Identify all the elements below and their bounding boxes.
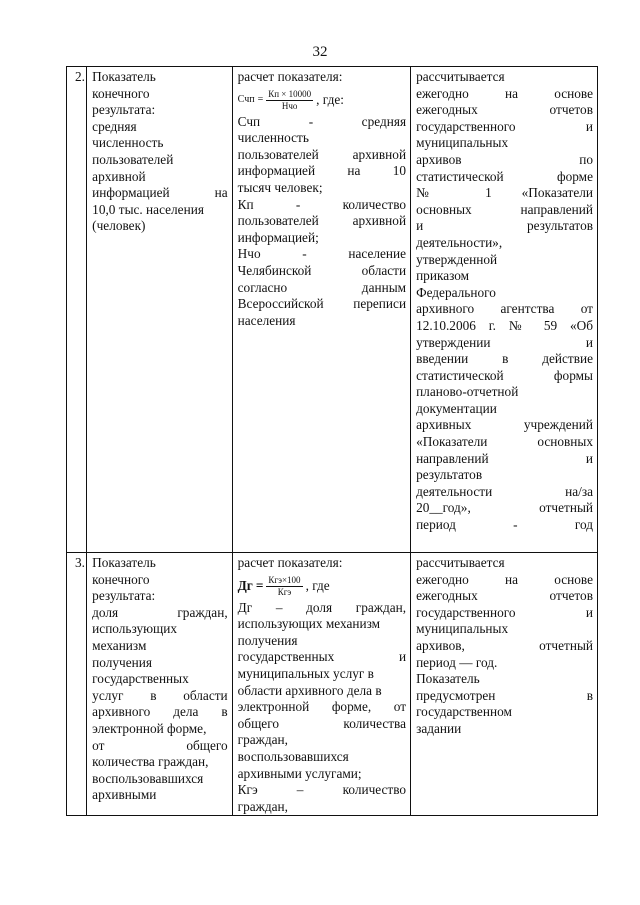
table-row — [67, 67, 598, 553]
method-line: период — год. — [416, 654, 498, 670]
definition-line: электронной форме, от — [237, 699, 407, 715]
method-line: государственного и — [416, 604, 593, 620]
method-line: архивов, отчетный — [416, 637, 593, 653]
method-line: период - год — [416, 517, 593, 533]
method-line: деятельности», — [416, 234, 503, 250]
method-line: рассчитывается — [416, 555, 505, 570]
indicator-line: получения — [92, 654, 152, 670]
definition-line: пользователей архивной — [237, 213, 407, 229]
indicator-line: услуг в области — [92, 687, 228, 703]
definition-line: Челябинской области — [237, 262, 407, 278]
method-cell — [411, 67, 598, 553]
definition-line: пользователей архивной — [237, 146, 407, 162]
table-row — [67, 553, 598, 816]
method-line: 12.10.2006 г. № 59 «Об — [416, 317, 593, 333]
definition-line: муниципальных услуг в — [237, 665, 374, 681]
formula-fraction — [266, 575, 302, 598]
definition-line: граждан, — [237, 732, 288, 748]
method-line: утверждении и — [416, 334, 593, 350]
formula-equals: = — [257, 93, 264, 105]
method-line: направлений и — [416, 450, 593, 466]
method-line: «Показатели основных — [416, 434, 593, 450]
method-line: планово-отчетной — [416, 384, 519, 400]
method-line: основных направлений — [416, 201, 593, 217]
indicator-line: численность — [92, 135, 164, 151]
method-line: документации — [416, 400, 497, 416]
definition-line: получения — [237, 632, 298, 648]
row-number: 2. — [67, 67, 87, 553]
method-line: государственного и — [416, 118, 593, 134]
method-line: деятельности на/за — [416, 483, 593, 499]
formula-numerator: Кп × 10000 — [268, 88, 312, 99]
method-line: государственном — [416, 704, 512, 720]
row-number: 3. — [67, 553, 87, 816]
definition-line: численность — [237, 130, 309, 146]
indicator-line: пользователей — [92, 151, 174, 167]
method-line: ежегодных отчетов — [416, 102, 593, 118]
indicator-line: Показатель — [92, 555, 156, 570]
method-line: архивов по — [416, 151, 593, 167]
method-line: ежегодно на основе — [416, 571, 593, 587]
definition-line: информацией; — [237, 229, 319, 245]
indicator-line: конечного — [92, 85, 150, 101]
method-line: и результатов — [416, 218, 593, 234]
indicator-line: механизм — [92, 637, 147, 653]
definition-line: согласно данным — [237, 279, 407, 295]
indicator-line: (человек) — [92, 218, 146, 234]
method-line: Федерального — [416, 284, 496, 300]
formula — [238, 89, 344, 112]
method-line: Показатель — [416, 671, 480, 687]
definition-line: Дг – доля граждан, — [237, 599, 407, 615]
method-cell — [411, 553, 598, 816]
calc-title: расчет показателя: — [237, 69, 343, 84]
indicator-line: использующих — [92, 621, 178, 637]
method-line: приказом — [416, 268, 470, 284]
method-line: муниципальных — [416, 135, 509, 151]
definition-line: Кп - количество — [237, 196, 407, 212]
indicator-line: электронной форме, — [92, 720, 207, 736]
definition-line: Кгэ – количество — [237, 782, 407, 798]
indicator-line: средняя — [92, 118, 137, 134]
indicator-line: воспользовавшихся — [92, 770, 204, 786]
method-line: статистической форме — [416, 168, 593, 184]
indicator-line: 10,0 тыс. населения — [92, 201, 204, 217]
method-line: утвержденной — [416, 251, 498, 267]
method-line: введении в действие — [416, 351, 593, 367]
indicator-line: архивного дела в — [92, 704, 228, 720]
method-line: предусмотрен в — [416, 687, 593, 703]
definition-line: Всероссийской переписи — [237, 296, 407, 312]
definition-line: государственных и — [237, 649, 407, 665]
definition-line: общего количества — [237, 715, 407, 731]
indicator-line: количества граждан, — [92, 754, 209, 770]
indicator-cell — [87, 553, 232, 816]
indicator-line: результата: — [92, 588, 156, 604]
definition-line: Нчо - население — [237, 246, 407, 262]
formula — [238, 575, 330, 598]
indicator-line: архивными — [92, 787, 157, 803]
method-line: результатов — [416, 467, 483, 483]
indicator-line: результата: — [92, 102, 156, 118]
calculation-cell — [232, 67, 410, 553]
method-line: № 1 «Показатели — [416, 185, 593, 201]
definition-line: воспользовавшихся — [237, 748, 349, 764]
formula-denominator: Нчо — [281, 100, 298, 111]
formula-suffix: , где — [305, 577, 330, 593]
indicator-line: конечного — [92, 571, 150, 587]
method-line: задании — [416, 720, 462, 736]
method-line: ежегодных отчетов — [416, 588, 593, 604]
method-line: архивного агентства от — [416, 301, 593, 317]
indicator-line: государственных — [92, 671, 189, 687]
indicator-line: архивной — [92, 168, 146, 184]
method-line: ежегодно на основе — [416, 85, 593, 101]
method-line: рассчитывается — [416, 69, 505, 84]
indicator-line: Показатель — [92, 69, 156, 84]
formula-numerator: Кгэ×100 — [268, 574, 301, 585]
indicator-cell — [87, 67, 232, 553]
formula-equals: = — [255, 577, 264, 593]
definition-line: Счп - средняя — [237, 113, 407, 129]
formula-fraction — [266, 89, 313, 112]
definition-line: архивными услугами; — [237, 765, 362, 781]
definition-line: использующих механизм — [237, 616, 381, 632]
indicator-line: доля граждан, — [92, 604, 228, 620]
method-line: 20__год», отчетный — [416, 500, 593, 516]
formula-left: Счп — [237, 93, 255, 105]
method-line: муниципальных — [416, 621, 509, 637]
definition-line: информацией на 10 — [237, 163, 407, 179]
calculation-cell — [232, 553, 410, 816]
calc-title: расчет показателя: — [237, 555, 343, 570]
page-number: 32 — [312, 44, 328, 60]
indicator-line: от общего — [92, 737, 228, 753]
formula-denominator: Кгэ — [277, 586, 292, 597]
definition-line: тысяч человек; — [237, 179, 323, 195]
formula-suffix: , где: — [316, 91, 344, 107]
method-line: статистической формы — [416, 367, 593, 383]
definition-line: области архивного дела в — [237, 682, 382, 698]
definition-line: граждан, — [237, 798, 288, 814]
definition-line: населения — [237, 312, 296, 328]
indicator-line: информацией на — [92, 185, 228, 201]
formula-left: Дг — [237, 577, 253, 593]
indicators-table — [66, 66, 598, 816]
method-line: архивных учреждений — [416, 417, 593, 433]
